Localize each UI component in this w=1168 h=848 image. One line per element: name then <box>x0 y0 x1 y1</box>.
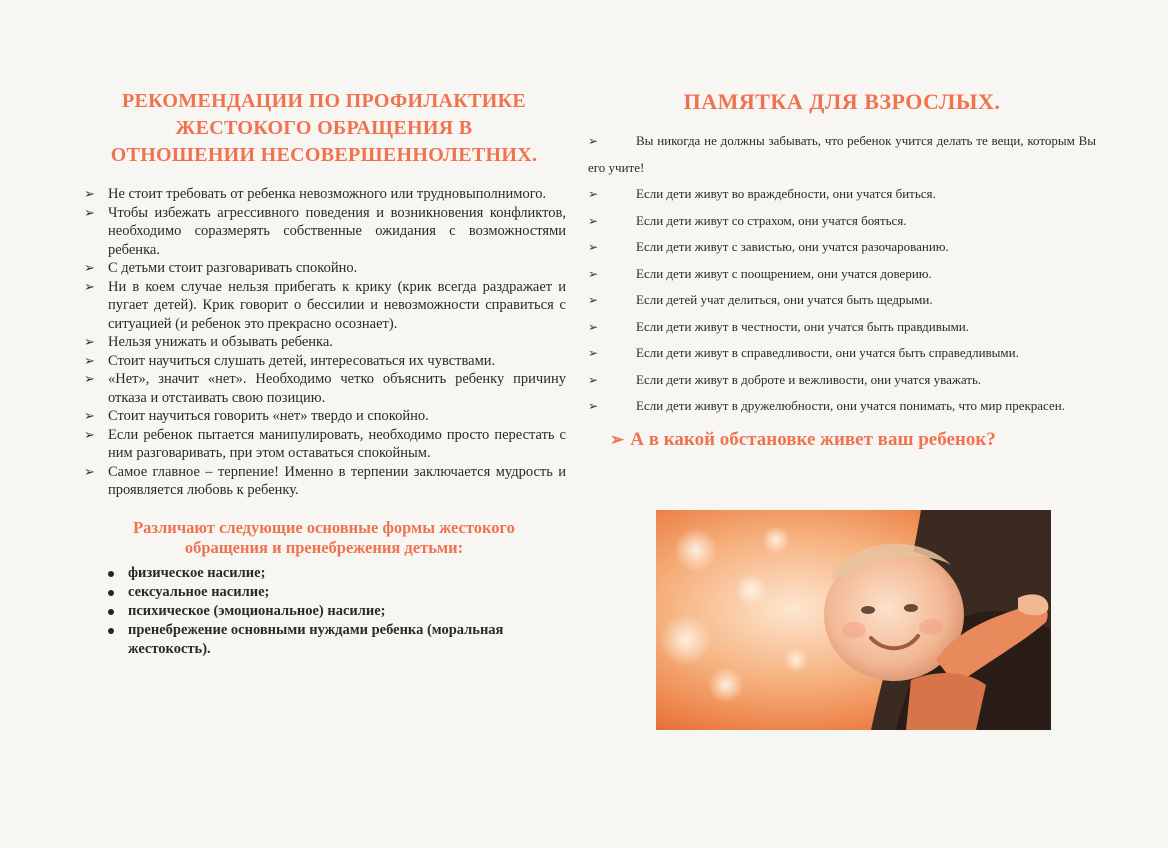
forms-heading-line: обращения и пренебрежения детьми: <box>184 537 464 557</box>
list-item <box>82 278 566 334</box>
arrow-bullet-icon: ➢ <box>588 372 599 387</box>
question-text: А в какой обстановке живет ваш ребенок? <box>630 428 996 450</box>
list-item-text: Если дети живут со страхом, они учатся бояться. <box>636 212 907 228</box>
left-title-line: ОТНОШЕНИИ НЕСОВЕРШЕННОЛЕТНИХ. <box>110 144 538 166</box>
right-column <box>588 88 1096 452</box>
list-item-text: сексуальное насилие; <box>128 583 270 600</box>
list-item <box>588 261 1096 288</box>
forms-heading <box>82 518 566 558</box>
list-item <box>82 259 566 278</box>
list-item-text: физическое насилие; <box>128 564 266 581</box>
right-title: ПАМЯТКА ДЛЯ ВЗРОСЛЫХ. <box>683 89 1001 114</box>
list-item <box>106 583 566 602</box>
arrow-bullet-icon: ➢ <box>588 240 599 254</box>
arrow-bullet-icon: ➢ <box>588 346 599 360</box>
list-item <box>82 407 566 426</box>
dot-bullet-icon <box>108 571 114 577</box>
arrow-bullet-icon: ➢ <box>84 278 95 294</box>
question-heading <box>610 428 1096 452</box>
list-item <box>106 602 566 621</box>
arrow-bullet-icon: ➢ <box>84 463 95 479</box>
list-item <box>106 621 566 659</box>
dot-bullet-icon <box>108 628 114 634</box>
memo-list <box>588 128 1096 420</box>
list-item <box>588 393 1096 420</box>
forms-list <box>82 564 566 659</box>
list-item <box>82 352 566 371</box>
arrow-bullet-icon: ➢ <box>84 371 95 386</box>
list-item <box>588 128 1096 181</box>
list-item-text: Если дети живут с поощрением, они учатся доверию. <box>636 265 932 281</box>
arrow-bullet-icon: ➢ <box>588 266 599 281</box>
list-item <box>588 367 1096 394</box>
child-photo <box>656 510 1051 730</box>
list-item-text: Если дети живут в дружелюбности, они учатся понимать, что мир прекрасен. <box>636 398 1065 413</box>
arrow-bullet-icon: ➢ <box>588 399 599 413</box>
recommendations-list <box>82 185 566 500</box>
list-item-text: Если ребенок пытается манипулировать, необходимо просто перестать с ним разговаривать, при этом оставаться спокойным. <box>108 426 566 461</box>
arrow-bullet-icon: ➢ <box>84 334 95 349</box>
list-item <box>82 185 566 204</box>
list-item <box>588 340 1096 367</box>
list-item-text: С детьми стоит разговаривать спокойно. <box>108 260 358 276</box>
list-item <box>106 564 566 583</box>
list-item-text: Вы никогда не должны забывать, что ребенок учится делать те вещи, которым Вы его учите! <box>588 133 1096 175</box>
arrow-bullet-icon: ➢ <box>588 213 599 228</box>
child-photo-illustration <box>656 510 1051 730</box>
list-item-text: Если дети живут в честности, они учатся быть правдивыми. <box>636 318 970 334</box>
list-item-text: психическое (эмоциональное) насилие; <box>128 602 386 619</box>
left-title <box>82 88 566 169</box>
list-item-text: Если дети живут с завистью, они учатся разочарованию. <box>636 239 949 254</box>
list-item-text: Самое главное – терпение! Именно в терпении заключается мудрость и проявляется любовь к ребенку. <box>108 463 566 498</box>
list-item-text: Если детей учат делиться, они учатся быть щедрыми. <box>636 292 933 307</box>
arrow-bullet-icon: ➢ <box>588 319 599 334</box>
dot-bullet-icon <box>108 609 114 615</box>
list-item-text: Если дети живут во враждебности, они учатся биться. <box>636 186 936 201</box>
list-item <box>588 287 1096 314</box>
left-column <box>82 88 566 659</box>
arrow-bullet-icon: ➢ <box>84 260 95 275</box>
list-item <box>82 426 566 463</box>
forms-heading-line: Различают следующие основные формы жестокого <box>133 517 515 537</box>
list-item <box>82 333 566 352</box>
arrow-bullet-icon: ➢ <box>588 187 599 201</box>
arrow-bullet-icon: ➢ <box>84 426 95 442</box>
arrow-bullet-icon: ➢ <box>84 186 95 201</box>
list-item-text: Стоит научиться говорить «нет» твердо и спокойно. <box>108 408 429 424</box>
list-item <box>82 204 566 260</box>
list-item-text: Не стоит требовать от ребенка невозможного или трудновыполнимого. <box>108 186 547 202</box>
arrow-bullet-icon: ➢ <box>84 352 95 368</box>
arrow-bullet-icon: ➢ <box>610 429 625 449</box>
list-item-text: «Нет», значит «нет». Необходимо четко объяснить ребенку причину отказа и отстаивать свою позицию. <box>108 371 566 406</box>
arrow-bullet-icon: ➢ <box>84 204 95 220</box>
list-item <box>82 370 566 407</box>
arrow-bullet-icon: ➢ <box>588 293 599 307</box>
list-item-text: Ни в коем случае нельзя прибегать к крику (крик всегда раздражает и пугает детей). Крик говорит о бессилии и невозможности справиться с ситуацией (и ребенок это прекрасно осознает). <box>108 278 566 332</box>
list-item <box>588 234 1096 261</box>
arrow-bullet-icon: ➢ <box>588 134 599 148</box>
list-item-text: Нельзя унижать и обзывать ребенка. <box>108 334 333 350</box>
list-item <box>588 208 1096 235</box>
dot-bullet-icon <box>108 590 114 596</box>
list-item <box>588 314 1096 341</box>
arrow-bullet-icon: ➢ <box>84 408 95 423</box>
left-title-line: ЖЕСТОКОГО ОБРАЩЕНИЯ В <box>175 117 473 139</box>
list-item-text: Если дети живут в доброте и вежливости, они учатся уважать. <box>636 371 982 387</box>
list-item <box>82 463 566 500</box>
list-item-text: Если дети живут в справедливости, они учатся быть справедливыми. <box>636 345 1019 360</box>
list-item-text: Стоит научиться слушать детей, интересоваться их чувствами. <box>108 352 496 369</box>
list-item <box>588 181 1096 208</box>
left-title-line: РЕКОМЕНДАЦИИ ПО ПРОФИЛАКТИКЕ <box>121 90 527 112</box>
list-item-text: пренебрежение основными нуждами ребенка (моральная жестокость). <box>128 621 504 657</box>
list-item-text: Чтобы избежать агрессивного поведения и возникновения конфликтов, необходимо соразмерять собственные ожидания с возможностями ребенка. <box>108 204 566 258</box>
